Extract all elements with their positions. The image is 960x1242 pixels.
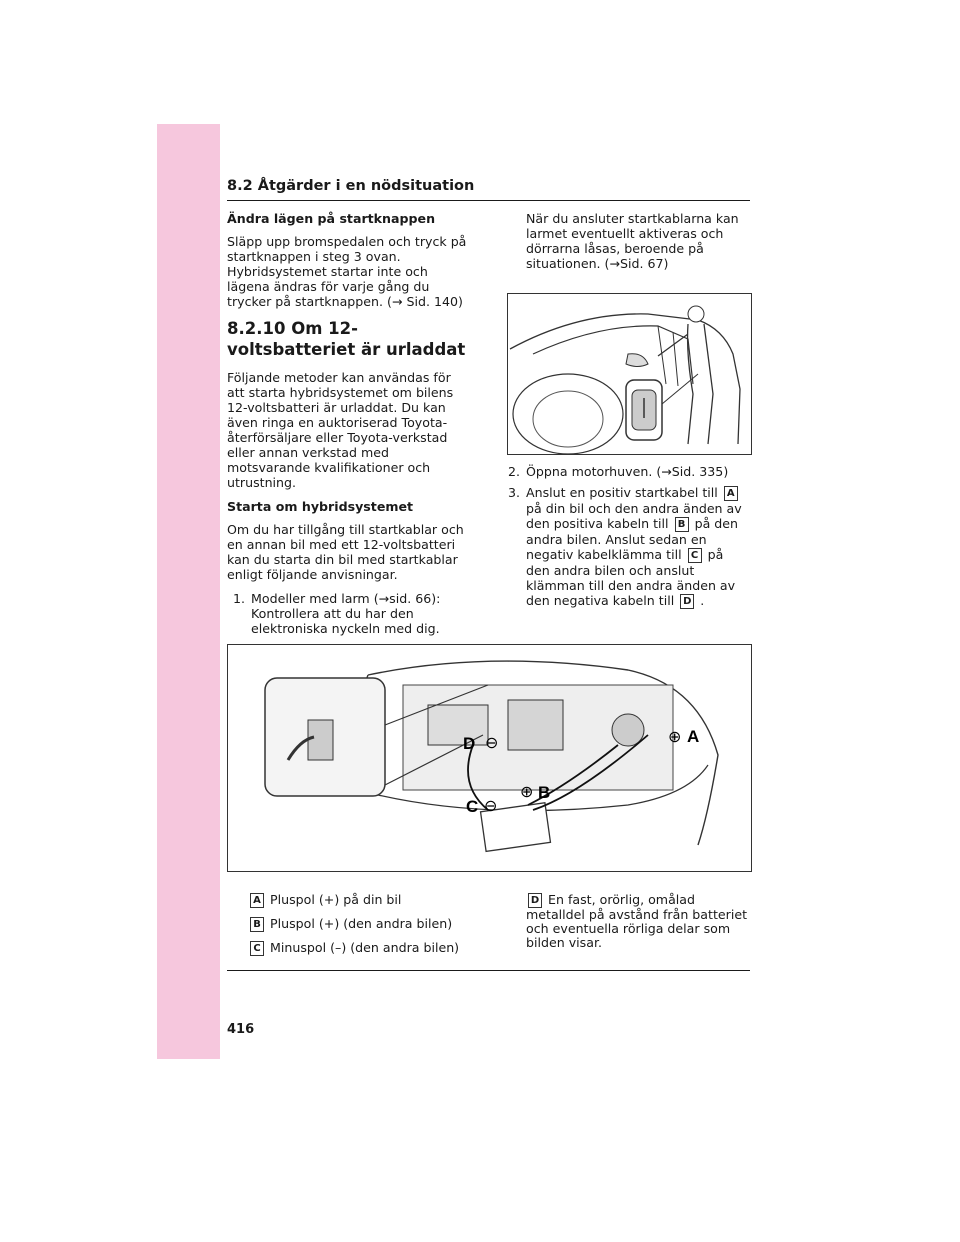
- para-restart: Om du har tillgång till startkablar och en annan bil med ett 12-voltsbatteri kan du starta din bil med startkablar enligt följande anvisningar.: [227, 522, 464, 582]
- page-number: 416: [227, 1022, 255, 1037]
- engine-minus-c: ⊖: [484, 798, 498, 815]
- legend-b: B Pluspol (+) (den andra bilen): [248, 917, 488, 932]
- engine-label-d: D: [463, 734, 476, 753]
- right-note: [526, 211, 750, 280]
- label-b-badge: B: [675, 517, 689, 532]
- step-3: 3. Anslut en positiv startkabel till A på din bil och den andra änden av den positiva kabeln till B på den andra bilen. Anslut sedan en negativ kabelklämma till C på den andra bilen och anslut klämman till den andra änden av den negativa kabeln till D .: [508, 485, 742, 608]
- step-2: 2. Öppna motorhuven. (→Sid. 335): [508, 464, 729, 479]
- engine-plus-a: ⊕: [668, 729, 682, 746]
- legend-d: D En fast, orörlig, omålad metalldel på avstånd från batteriet och eventuella rörliga delar som bilden visar.: [526, 892, 748, 950]
- para-intro: Följande metoder kan användas för att starta hybridsystemet om bilens 12-voltsbatteri är urladdat. Du kan även ringa en auktoriserad Toyota-återförsäljare eller Toyota-verkstad eller annan verkstad med motsvarande kvalifikationer och utrustning.: [227, 370, 454, 490]
- section-header: 8.2 Åtgärder i en nödsituation: [227, 178, 750, 201]
- label-c-badge: C: [688, 548, 702, 563]
- step-1: 1. Modeller med larm (→sid. 66): Kontrollera att du har den elektroniska nyckeln med dig.: [233, 591, 441, 636]
- engine-label-c: C: [466, 797, 479, 816]
- right-steps: [508, 464, 750, 615]
- label-a-badge: A: [724, 486, 738, 501]
- label-d-badge: D: [680, 594, 694, 609]
- left-column: [227, 211, 467, 642]
- legend-c: C Minuspol (–) (den andra bilen): [248, 941, 488, 956]
- legend-a: A Pluspol (+) på din bil: [248, 893, 488, 908]
- engine-jumpstart-illustration: [227, 644, 752, 872]
- car-door-key-illustration: [508, 294, 751, 454]
- page-sidebar-tab: [157, 124, 220, 1059]
- footer-rule: [227, 970, 750, 971]
- door-illustration: [507, 293, 752, 455]
- legend-left: [248, 893, 488, 965]
- para-change-modes: Släpp upp bromspedalen och tryck på startknappen i steg 3 ovan. Hybridsystemet startar inte och lägena ändras för varje gång du trycker på startknappen. (→ Sid. 140): [227, 234, 467, 309]
- heading-change-modes: Ändra lägen på startknappen: [227, 211, 436, 226]
- section-title: 8.2.10 Om 12-voltsbatteriet är urladdat: [227, 319, 466, 359]
- engine-label-b: B: [538, 783, 551, 802]
- legend-right: [526, 893, 750, 959]
- engine-label-a: A: [687, 727, 700, 746]
- engine-minus-d: ⊖: [485, 735, 499, 752]
- engine-plus-b: ⊕: [520, 784, 534, 801]
- para-alarm-note: När du ansluter startkablarna kan larmet eventuellt aktiveras och dörrarna låsas, beroende på situationen. (→Sid. 67): [526, 211, 739, 271]
- heading-restart: Starta om hybridsystemet: [227, 499, 414, 514]
- engine-bay-svg: [228, 645, 751, 871]
